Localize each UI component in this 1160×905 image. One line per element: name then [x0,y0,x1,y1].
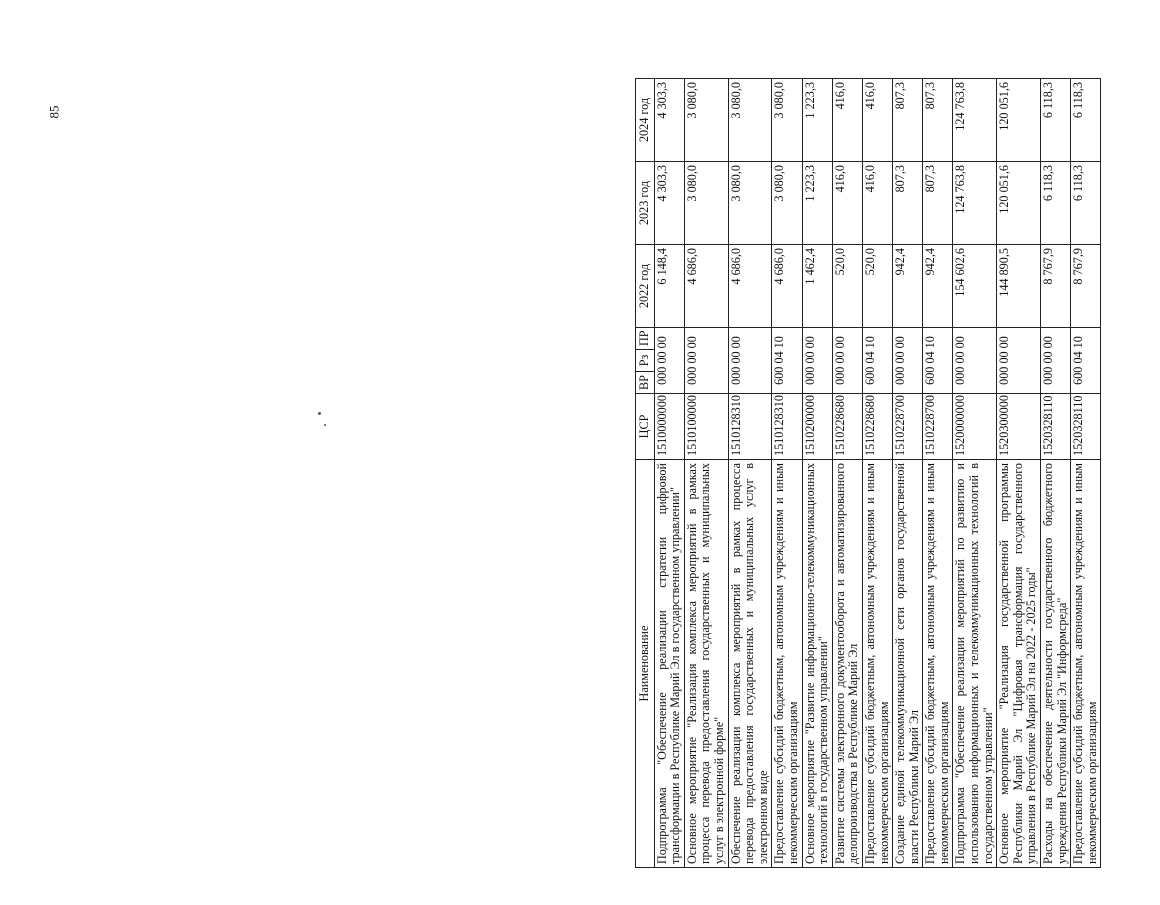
row-2022: 520,0 [832,245,862,328]
table-row [862,79,892,868]
row-2023: 416,0 [832,162,862,245]
row-2022: 4 686,0 [772,245,802,328]
row-2024: 416,0 [862,79,892,162]
row-csr: 1510128310 [772,394,802,460]
table-row [1071,79,1101,868]
row-2024: 124 763,8 [953,79,997,162]
row-2022: 144 890,5 [997,245,1041,328]
header-2022: 2022 год [636,245,655,328]
row-codes: 600 04 10 [862,328,892,394]
row-name: Подпрограмма "Обеспечение реализации мероприятий по развитию и использованию информационных и телекоммуникационных технологий в государственном управлении" [953,460,997,868]
row-2022: 8 767,9 [1041,245,1071,328]
row-codes: 000 00 00 [802,328,832,394]
table-row [684,79,728,868]
row-2023: 807,3 [923,162,953,245]
row-2023: 416,0 [862,162,892,245]
row-2024: 416,0 [832,79,862,162]
scan-dot [318,412,321,415]
row-csr: 1510228680 [862,394,892,460]
row-2024: 807,3 [923,79,953,162]
row-name: Предоставление субсидий бюджетным, автономным учреждениям и иным некоммерческим организациям [923,460,953,868]
row-codes: 600 04 10 [1071,328,1101,394]
row-name: Предоставление субсидий бюджетным, автономным учреждениям и иным некоммерческим организациям [1071,460,1101,868]
row-csr: 1520328110 [1071,394,1101,460]
row-name: Развитие системы электронного документооборота и автоматизированного делопроизводства в Республике Марий Эл [832,460,862,868]
table-row [728,79,772,868]
row-csr: 1510228700 [893,394,923,460]
header-rz: Рз [636,350,655,372]
row-2022: 942,4 [893,245,923,328]
table-row [923,79,953,868]
row-csr: 1510228700 [923,394,953,460]
row-2022: 520,0 [862,245,892,328]
row-codes: 000 00 00 [953,328,997,394]
header-name: Наименование [636,460,655,868]
row-2023: 1 223,3 [802,162,832,245]
row-codes: 600 04 10 [772,328,802,394]
row-2024: 1 223,3 [802,79,832,162]
row-csr: 1510100000 [684,394,728,460]
header-pr: ПР [636,328,655,350]
row-2024: 807,3 [893,79,923,162]
row-name: Предоставление субсидий бюджетным, автономным учреждениям и иным некоммерческим организациям [862,460,892,868]
header-2023: 2023 год [636,162,655,245]
row-2024: 120 051,6 [997,79,1041,162]
row-name: Расходы на обеспечение деятельности государственного бюджетного учреждения Республики Марий Эл "Информсреда" [1041,460,1071,868]
table-header-row [636,79,655,868]
table-row [1041,79,1071,868]
row-2024: 3 080,0 [772,79,802,162]
table-row [953,79,997,868]
row-2023: 3 080,0 [684,162,728,245]
row-csr: 1510200000 [802,394,832,460]
header-vr: ВР [636,372,655,394]
row-codes: 000 00 00 [893,328,923,394]
row-codes: 000 00 00 [832,328,862,394]
row-2022: 154 602,6 [953,245,997,328]
row-csr: 1510228680 [832,394,862,460]
row-codes: 600 04 10 [923,328,953,394]
row-2023: 6 118,3 [1041,162,1071,245]
table-row [832,79,862,868]
row-codes: 000 00 00 [654,328,684,394]
page-number: 85 [46,105,62,119]
row-2022: 942,4 [923,245,953,328]
scan-dot [324,424,326,426]
row-2023: 807,3 [893,162,923,245]
row-2024: 6 118,3 [1071,79,1101,162]
row-2023: 4 303,3 [654,162,684,245]
row-name: Основное мероприятие "Развитие информационно-телекоммуникационных технологий в государственном управлении" [802,460,832,868]
row-2022: 4 686,0 [684,245,728,328]
row-2022: 1 462,4 [802,245,832,328]
row-csr: 1520328110 [1041,394,1071,460]
row-name: Обеспечение реализации комплекса мероприятий в рамках процесса перевода предоставления государственных и муниципальных услуг в электронном виде [728,460,772,868]
row-csr: 1520000000 [953,394,997,460]
row-csr: 1510128310 [728,394,772,460]
header-csr: ЦСР [636,394,655,460]
row-csr: 1520300000 [997,394,1041,460]
row-csr: 1510000000 [654,394,684,460]
row-codes: 000 00 00 [684,328,728,394]
table-row [997,79,1041,868]
row-2023: 120 051,6 [997,162,1041,245]
table-row [772,79,802,868]
row-2023: 124 763,8 [953,162,997,245]
row-name: Основное мероприятие "Реализация комплекса мероприятий в рамках процесса перевода предоставления государственных и муниципальных услуг в электронной форме" [684,460,728,868]
table-row [893,79,923,868]
row-codes: 000 00 00 [1041,328,1071,394]
row-2024: 3 080,0 [728,79,772,162]
row-2023: 3 080,0 [772,162,802,245]
row-name: Основное мероприятие "Реализация государственной программы Республики Марий Эл "Цифровая трансформация государственного управления в Республике Марий Эл на 2022 - 2025 годы" [997,460,1041,868]
row-2022: 6 148,4 [654,245,684,328]
row-codes: 000 00 00 [997,328,1041,394]
header-2024: 2024 год [636,79,655,162]
row-name: Предоставление субсидий бюджетным, автономным учреждениям и иным некоммерческим организациям [772,460,802,868]
budget-table [635,78,1101,868]
row-codes: 000 00 00 [728,328,772,394]
row-2024: 6 118,3 [1041,79,1071,162]
rotated-page [635,78,1160,868]
row-2023: 6 118,3 [1071,162,1101,245]
row-name: Подпрограмма "Обеспечение реализации стратегии цифровой трансформации в Республике Марий Эл в государственном управлении" [654,460,684,868]
row-2022: 4 686,0 [728,245,772,328]
table-row [802,79,832,868]
table-row [654,79,684,868]
row-2024: 3 080,0 [684,79,728,162]
row-2023: 3 080,0 [728,162,772,245]
row-2024: 4 303,3 [654,79,684,162]
row-2022: 8 767,9 [1071,245,1101,328]
row-name: Создание единой телекоммуникационной сети органов государственной власти Республики Марий Эл [893,460,923,868]
